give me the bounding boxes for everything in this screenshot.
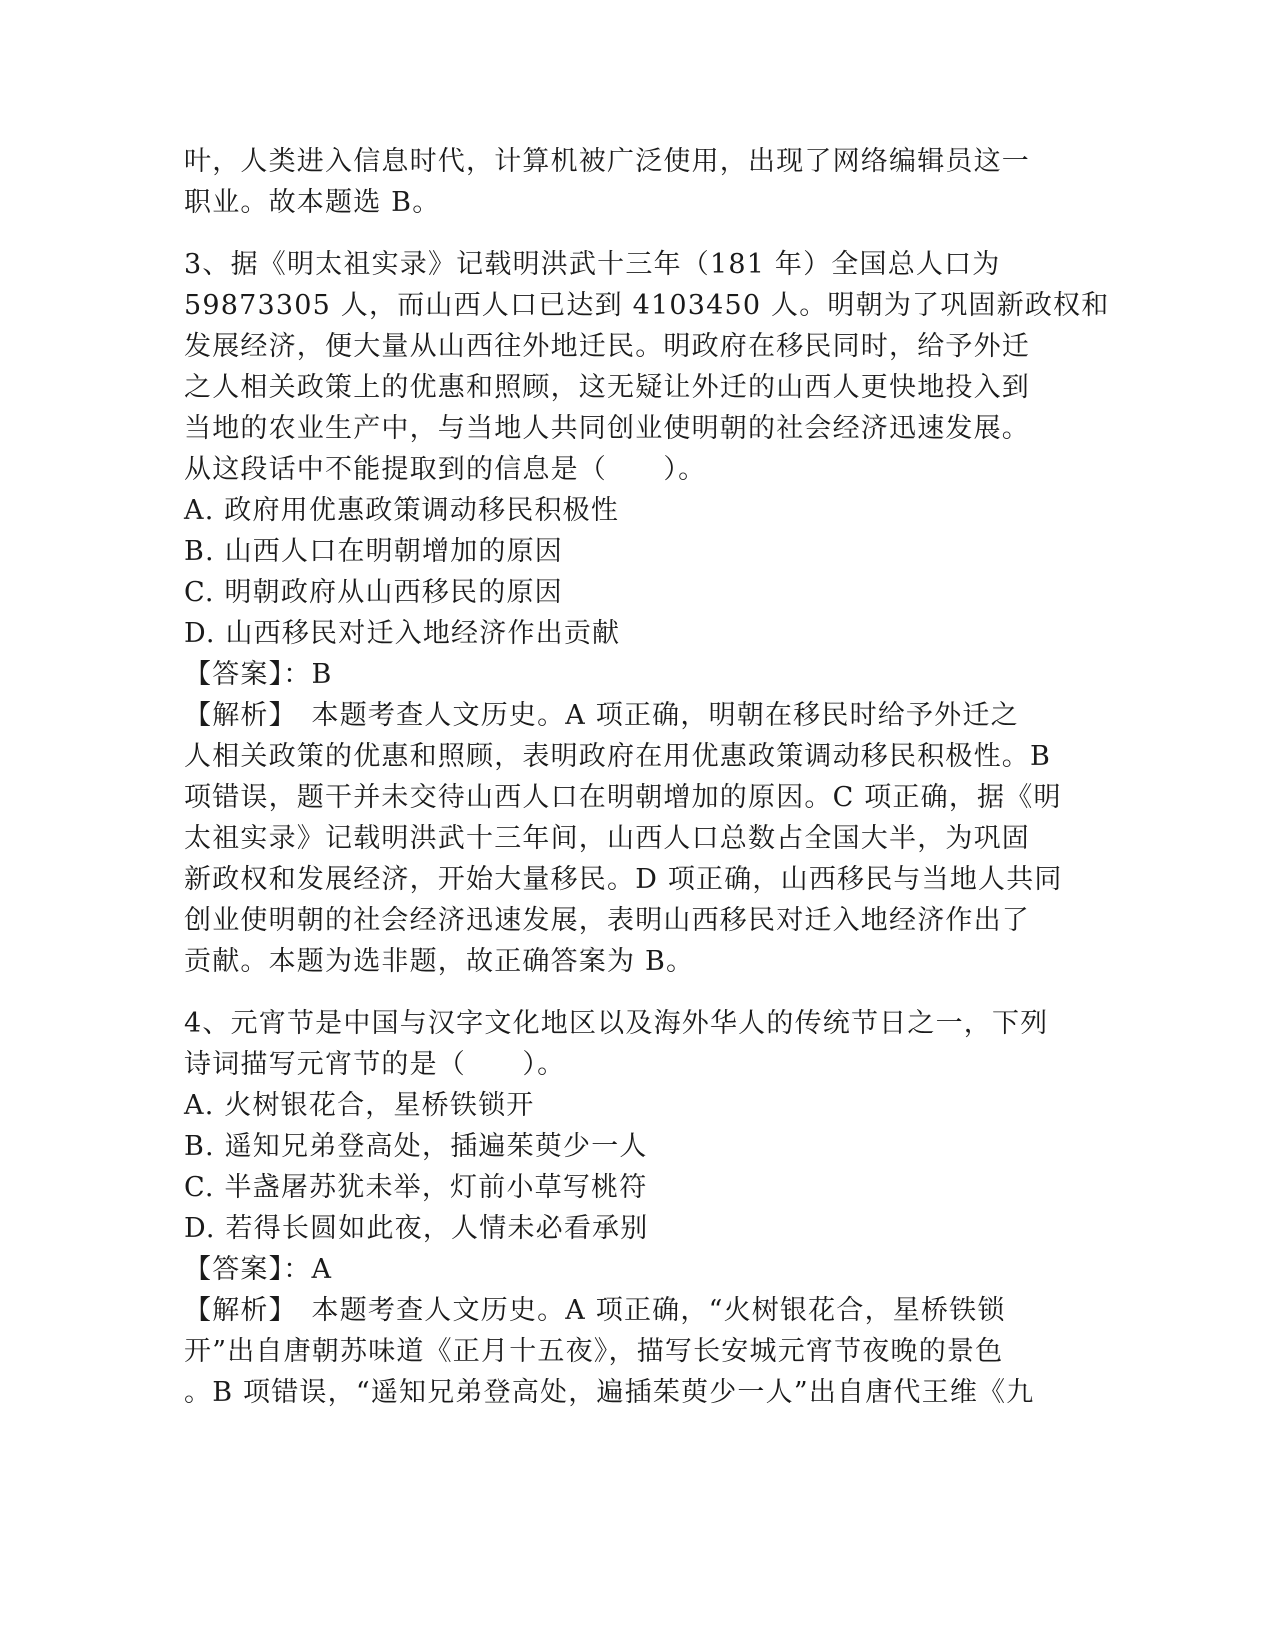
stem-line: 诗词描写元宵节的是（ ）。 [184,1049,566,1080]
option-d: D. 若得长圆如此夜，人情未必看承别 [184,1213,649,1244]
analysis [184,1290,1064,1413]
question-4 [184,1003,1064,1413]
analysis-line: 【解析】 本题考查人文历史。A 项正确，明朝在移民时给予外迁之 [184,700,1019,731]
option-c: C. 半盏屠苏犹未举，灯前小草写桃符 [184,1172,648,1203]
paragraph-gap [184,982,1064,1003]
question-3 [184,244,1110,982]
question-stem [184,244,1110,490]
analysis-line: 【解析】 本题考查人文历史。A 项正确，“火树银花合，星桥铁锁 [184,1295,1006,1326]
option-d: D. 山西移民对迁入地经济作出贡献 [184,618,621,649]
option-c: C. 明朝政府从山西移民的原因 [184,577,563,608]
stem-line: 从这段话中不能提取到的信息是（ ）。 [184,454,707,485]
q2-explanation-tail [184,141,1064,223]
analysis-line: 创业使明朝的社会经济迅速发展，表明山西移民对迁入地经济作出了 [184,905,1030,936]
option-b: B. 山西人口在明朝增加的原因 [184,536,564,567]
analysis [184,695,1064,982]
analysis-line: 太祖实录》记载明洪武十三年间，山西人口总数占全国大半，为巩固 [184,823,1030,854]
text-line: 叶，人类进入信息时代，计算机被广泛使用，出现了网络编辑员这一 [184,146,1030,177]
question-stem [184,1003,1064,1085]
stem-line: 4、元宵节是中国与汉字文化地区以及海外华人的传统节日之一，下列 [184,1008,1049,1039]
answer-line: 【答案】：B [184,659,333,690]
analysis-line: 贡献。本题为选非题，故正确答案为 B。 [184,946,695,977]
stem-line: 当地的农业生产中，与当地人共同创业使明朝的社会经济迅速发展。 [184,413,1030,444]
option-a: A. 火树银花合，星桥铁锁开 [184,1090,535,1121]
analysis-line: 新政权和发展经济，开始大量移民。D 项正确，山西移民与当地人共同 [184,864,1063,895]
options-list [184,1085,1064,1249]
option-a: A. 政府用优惠政策调动移民积极性 [184,495,620,526]
document-page [184,141,1110,1413]
option-b: B. 遥知兄弟登高处，插遍茱萸少一人 [184,1131,648,1162]
analysis-line: 开”出自唐朝苏味道《正月十五夜》，描写长安城元宵节夜晚的景色 [184,1336,1004,1367]
paragraph-gap [184,223,1064,244]
stem-line: 59873305 人，而山西人口已达到 4103450 人。明朝为了巩固新政权和 [184,290,1110,321]
analysis-line: 。B 项错误，“遥知兄弟登高处，遍插茱萸少一人”出自唐代王维《九 [184,1377,1035,1408]
stem-line: 发展经济，便大量从山西往外地迁民。明政府在移民同时，给予外迁 [184,331,1030,362]
answer-line: 【答案】：A [184,1254,333,1285]
stem-line: 3、据《明太祖实录》记载明洪武十三年（181 年）全国总人口为 [184,249,1001,280]
text-line: 职业。故本题选 B。 [184,187,441,218]
stem-line: 之人相关政策上的优惠和照顾，这无疑让外迁的山西人更快地投入到 [184,372,1030,403]
options-list [184,490,1064,654]
analysis-line: 人相关政策的优惠和照顾，表明政府在用优惠政策调动移民积极性。B [184,741,1052,772]
analysis-line: 项错误，题干并未交待山西人口在明朝增加的原因。C 项正确，据《明 [184,782,1062,813]
